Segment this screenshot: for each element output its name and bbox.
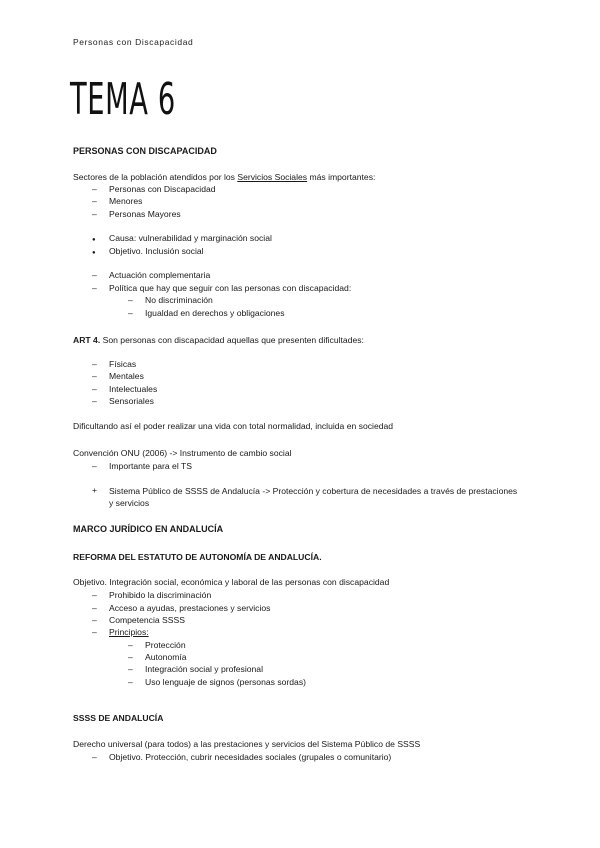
dash-marker: – bbox=[128, 640, 133, 650]
list-item-text: Importante para el TS bbox=[109, 461, 192, 471]
list-item-text: Igualdad en derechos y obligaciones bbox=[145, 308, 285, 318]
sectores-prefix: Sectores de la población atendidos por los bbox=[73, 172, 238, 182]
dash-marker: – bbox=[92, 270, 97, 280]
list-item bbox=[92, 603, 270, 613]
bullet-text: Causa: vulnerabilidad y marginación social bbox=[109, 233, 272, 243]
dash-marker: – bbox=[92, 627, 97, 637]
list-item bbox=[92, 396, 154, 406]
dash-marker: – bbox=[92, 359, 97, 369]
list-item-text: Uso lenguaje de signos (personas sordas) bbox=[145, 677, 306, 687]
sectores-intro bbox=[73, 172, 375, 183]
page-title: TEMA 6 bbox=[70, 74, 176, 125]
list-item-text: Físicas bbox=[109, 359, 137, 369]
bullet-item bbox=[92, 233, 272, 243]
list-item bbox=[92, 752, 391, 762]
derecho-paragraph: Derecho universal (para todos) a las prestaciones y servicios del Sistema Público de SSSS bbox=[73, 739, 421, 749]
list-item bbox=[92, 590, 211, 600]
list-item-text: Objetivo. Protección, cubrir necesidades sociales (grupales o comunitario) bbox=[109, 752, 392, 762]
list-item-text: Actuación complementaria bbox=[109, 270, 211, 280]
list-item bbox=[92, 384, 157, 394]
bullet-icon: ● bbox=[92, 237, 96, 243]
list-item bbox=[92, 184, 216, 194]
dash-marker: – bbox=[92, 371, 97, 381]
servicios-sociales-link[interactable]: Servicios Sociales bbox=[237, 172, 308, 182]
section-heading-personas: PERSONAS CON DISCAPACIDAD bbox=[73, 146, 217, 156]
plus-marker: + bbox=[92, 485, 98, 495]
list-item-text: Autonomía bbox=[145, 652, 187, 662]
sub-list-item bbox=[128, 652, 187, 662]
dash-marker: – bbox=[92, 196, 97, 206]
list-item bbox=[92, 209, 181, 219]
section-heading-marco: MARCO JURÍDICO EN ANDALUCÍA bbox=[73, 524, 224, 534]
list-item-text: Prohibido la discriminación bbox=[109, 590, 212, 600]
list-item-text: Menores bbox=[109, 196, 143, 206]
list-item-text: Mentales bbox=[109, 371, 144, 381]
sub-list-item bbox=[128, 677, 306, 687]
dash-marker: – bbox=[92, 461, 97, 471]
art4-label: ART 4. bbox=[73, 335, 101, 345]
dash-marker: – bbox=[92, 603, 97, 613]
list-item bbox=[92, 359, 136, 369]
list-item-text: Sensoriales bbox=[109, 396, 154, 406]
dash-marker: – bbox=[92, 209, 97, 219]
list-item-text: Acceso a ayudas, prestaciones y servicios bbox=[109, 603, 271, 613]
section-heading-ssss: SSSS DE ANDALUCÍA bbox=[73, 713, 164, 723]
list-item-text: Política que hay que seguir con las personas con discapacidad: bbox=[109, 283, 352, 293]
dash-marker: – bbox=[128, 652, 133, 662]
dash-marker: – bbox=[128, 664, 133, 674]
list-item bbox=[92, 627, 149, 637]
list-item-text: Personas con Discapacidad bbox=[109, 184, 216, 194]
dash-marker: – bbox=[92, 396, 97, 406]
list-item-text: Personas Mayores bbox=[109, 209, 181, 219]
art4-text: Son personas con discapacidad aquellas que presenten dificultades: bbox=[100, 335, 364, 345]
bullet-text: Objetivo. Inclusión social bbox=[109, 246, 204, 256]
list-item bbox=[92, 485, 519, 509]
list-item-text: Integración social y profesional bbox=[145, 664, 263, 674]
list-item-text: Intelectuales bbox=[109, 384, 158, 394]
bullet-item bbox=[92, 246, 204, 256]
list-item bbox=[92, 196, 142, 206]
art4-paragraph bbox=[73, 335, 364, 346]
list-item bbox=[92, 615, 185, 625]
dash-marker: – bbox=[92, 184, 97, 194]
section-heading-reforma: REFORMA DEL ESTATUTO DE AUTONOMÍA DE ANDALUCÍA. bbox=[73, 552, 322, 562]
dash-marker: – bbox=[92, 590, 97, 600]
list-item-text: Competencia SSSS bbox=[109, 615, 185, 625]
sub-list-item bbox=[128, 308, 285, 318]
bullet-icon: ● bbox=[92, 250, 96, 256]
dash-marker: – bbox=[128, 295, 133, 305]
list-item-text: No discriminación bbox=[145, 295, 213, 305]
dash-marker: – bbox=[92, 752, 97, 762]
sub-list-item bbox=[128, 295, 213, 305]
sectores-suffix: más importantes: bbox=[307, 172, 376, 182]
sub-list-item bbox=[128, 664, 263, 674]
dash-marker: – bbox=[128, 677, 133, 687]
convencion-paragraph: Convención ONU (2006) -> Instrumento de cambio social bbox=[73, 448, 292, 458]
dash-marker: – bbox=[92, 384, 97, 394]
principios-label: Principios: bbox=[109, 627, 149, 637]
dificultando-paragraph: Dificultando así el poder realizar una vida con total normalidad, incluida en sociedad bbox=[73, 421, 394, 431]
list-item bbox=[92, 283, 351, 293]
list-item-text: Sistema Público de SSSS de Andalucía -> Protección y cobertura de necesidades a través de prestaciones y servicios bbox=[109, 486, 518, 508]
list-item bbox=[92, 461, 192, 471]
list-item bbox=[92, 371, 144, 381]
sub-list-item bbox=[128, 640, 186, 650]
list-item bbox=[92, 270, 210, 280]
dash-marker: – bbox=[128, 308, 133, 318]
list-item-text: Protección bbox=[145, 640, 186, 650]
running-header: Personas con Discapacidad bbox=[73, 37, 194, 47]
dash-marker: – bbox=[92, 283, 97, 293]
dash-marker: – bbox=[92, 615, 97, 625]
objetivo-paragraph: Objetivo. Integración social, económica y laboral de las personas con discapacidad bbox=[73, 577, 390, 587]
